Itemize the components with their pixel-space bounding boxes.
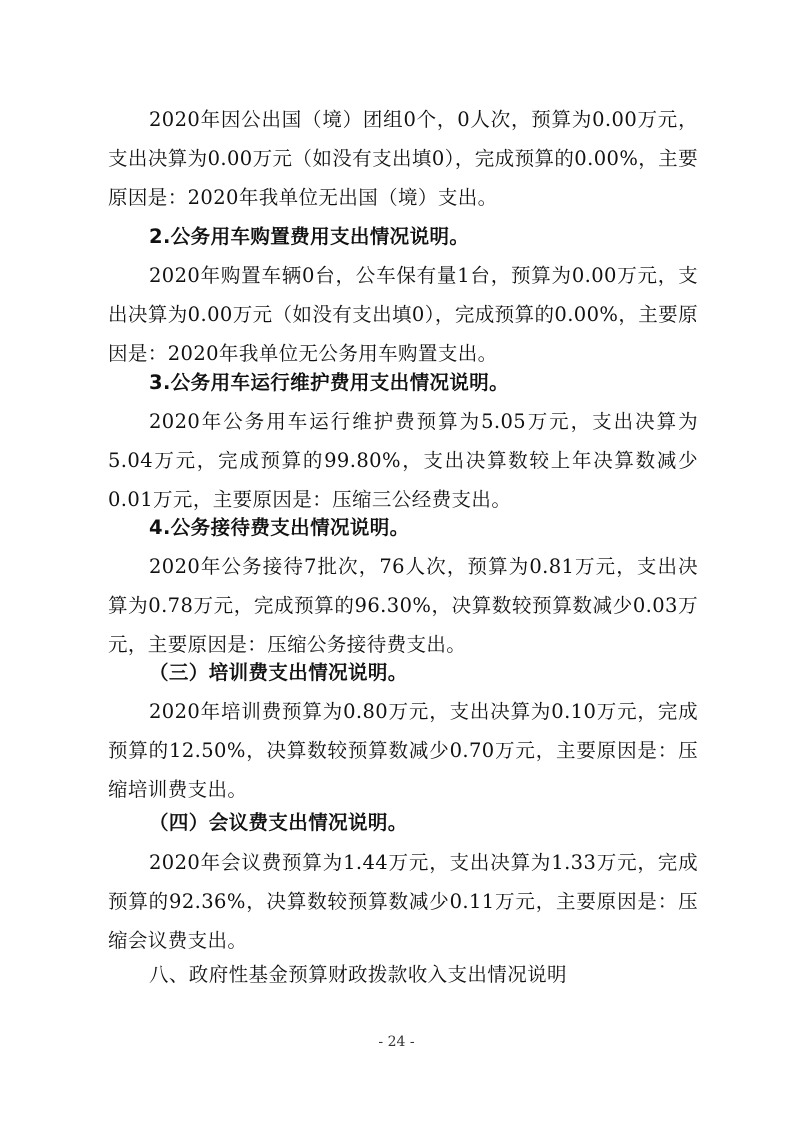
heading-reception: 4.公务接待费支出情况说明。 bbox=[149, 516, 410, 539]
paragraph-vehicle-maintenance: 2020年公务用车运行维护费预算为5.05万元，支出决算为5.04万元，完成预算的99.80%，支出决算数较上年决算数减少0.01万元，主要原因是：压缩三公经费支出。 bbox=[108, 410, 698, 511]
paragraph-meetings: 2020年会议费预算为1.44万元，支出决算为1.33万元，完成预算的92.36%，决算数较预算数减少0.11万元，主要原因是：压缩会议费支出。 bbox=[108, 851, 698, 952]
paragraph-overseas-trips: 2020年因公出国（境）团组0个，0人次，预算为0.00万元，支出决算为0.00万元（如没有支出填0），完成预算的0.00%，主要原因是：2020年我单位无出国（境）支出。 bbox=[108, 108, 698, 209]
heading-vehicle-maintenance: 3.公务用车运行维护费用支出情况说明。 bbox=[149, 371, 510, 394]
heading-vehicle-purchase: 2.公务用车购置费用支出情况说明。 bbox=[149, 225, 470, 248]
section-title-government-fund: 八、政府性基金预算财政拨款收入支出情况说明 bbox=[149, 963, 567, 986]
paragraph-vehicle-purchase: 2020年购置车辆0台，公车保有量1台，预算为0.00万元，支出决算为0.00万元（如没有支出填0），完成预算的0.00%，主要原因是：2020年我单位无公务用车购置支出。 bbox=[108, 264, 698, 365]
page-number: - 24 - bbox=[378, 1034, 415, 1050]
document-page bbox=[108, 0, 698, 1122]
paragraph-reception: 2020年公务接待7批次，76人次，预算为0.81万元，支出决算为0.78万元，完成预算的96.30%，决算数较预算数减少0.03万元，主要原因是：压缩公务接待费支出。 bbox=[108, 555, 698, 656]
heading-training: （三）培训费支出情况说明。 bbox=[149, 661, 408, 684]
heading-meetings: （四）会议费支出情况说明。 bbox=[149, 811, 408, 834]
paragraph-training: 2020年培训费预算为0.80万元，支出决算为0.10万元，完成预算的12.50%，决算数较预算数减少0.70万元，主要原因是：压缩培训费支出。 bbox=[108, 700, 698, 801]
